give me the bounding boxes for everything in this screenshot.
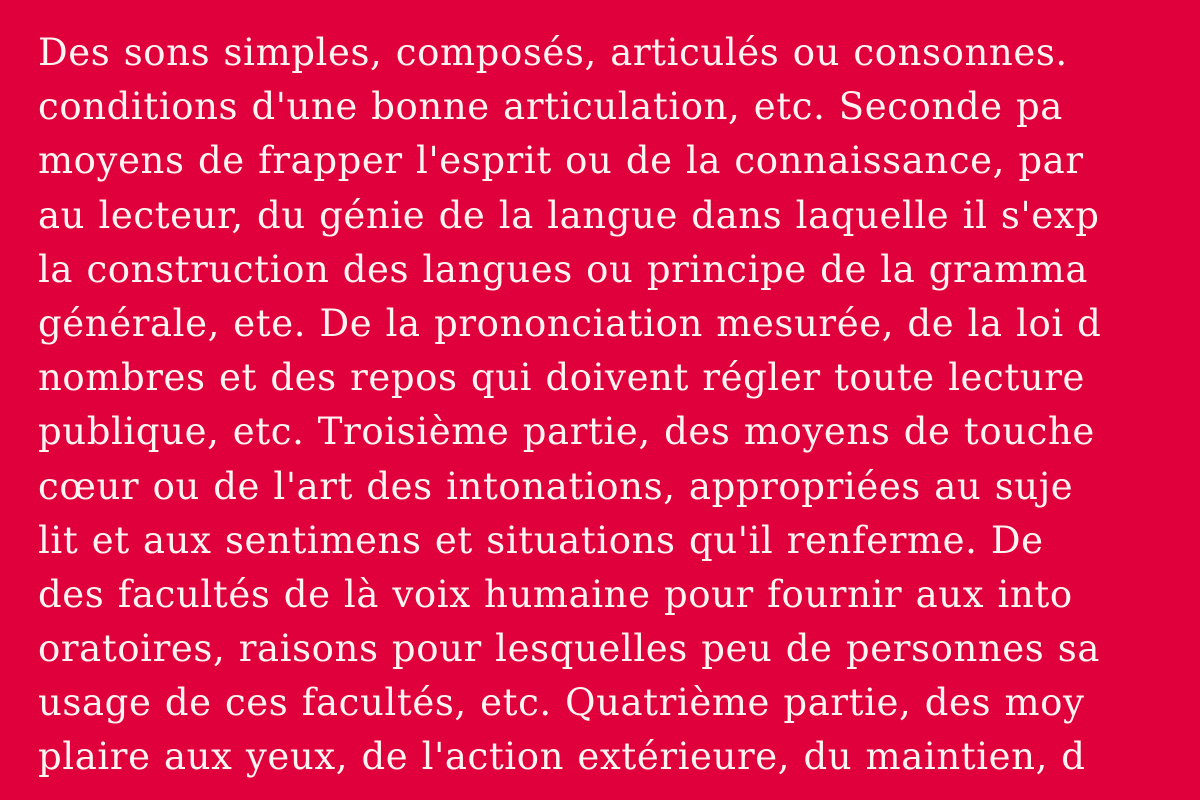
- text-line: conditions d'une bonne articulation, etc. Seconde pa: [38, 85, 1063, 129]
- text-line: cœur ou de l'art des intonations, appropriées au suje: [38, 464, 1074, 508]
- text-line: nombres et des repos qui doivent régler toute lecture: [38, 356, 1086, 400]
- text-line: oratoires, raisons pour lesquelles peu de personnes sa: [38, 627, 1100, 671]
- text-line: la construction des langues ou principe de la gramma: [38, 247, 1089, 291]
- text-line: Des sons simples, composés, articulés ou consonnes.: [38, 31, 1068, 74]
- text-line: générale, ete. De la prononciation mesurée, de la loi d: [38, 301, 1102, 345]
- text-block: [38, 26, 1200, 800]
- text-line: des facultés de là voix humaine pour fournir aux into: [38, 572, 1073, 616]
- text-line: publique, etc. Troisième partie, des moyens de touche: [38, 410, 1095, 454]
- text-line: au lecteur, du génie de la langue dans laquelle il s'exp: [38, 193, 1100, 237]
- text-line: lit et aux sentimens et situations qu'il renferme. De: [38, 518, 1044, 562]
- text-line: usage de ces facultés, etc. Quatrième partie, des moy: [38, 681, 1085, 725]
- text-line: plaire aux yeux, de l'action extérieure, du maintien, d: [38, 735, 1086, 779]
- text-line: moyens de frapper l'esprit ou de la connaissance, par: [38, 139, 1084, 183]
